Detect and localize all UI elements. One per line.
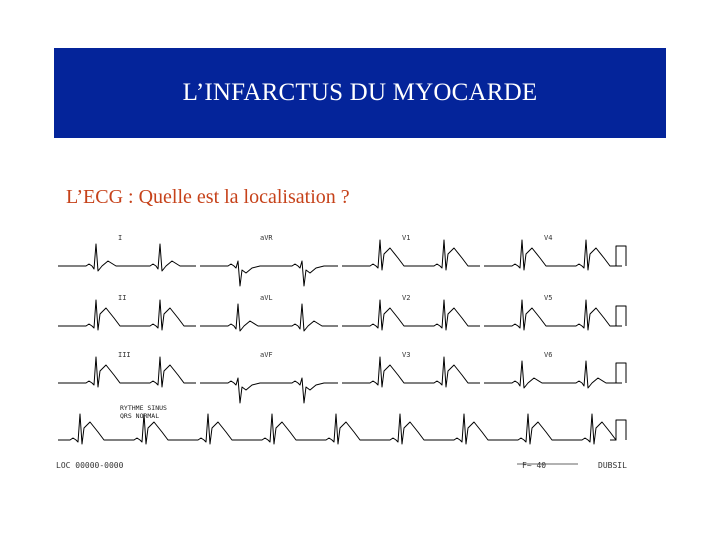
slide-subtitle: L’ECG : Quelle est la localisation ? [66, 186, 350, 208]
rhythm-info-line: RYTHME SINUS [120, 404, 167, 412]
calibration-pulse [612, 306, 626, 326]
calibration-pulse [612, 363, 626, 383]
ecg-trace-avl [200, 304, 338, 331]
ecg-trace-v3 [342, 357, 480, 387]
ecg-footer-right: DUBSIL [598, 461, 627, 470]
lead-label-i: I [118, 234, 123, 242]
lead-label-v3: V3 [402, 351, 411, 359]
ecg-footer-left: LOC 00000-0000 [56, 461, 124, 470]
lead-label-v6: V6 [544, 351, 553, 359]
lead-label-v4: V4 [544, 234, 553, 242]
ecg-labels [118, 234, 552, 359]
lead-label-avr: aVR [260, 234, 273, 242]
ecg-trace-v2 [342, 300, 480, 330]
ecg-rhythm-info [120, 404, 167, 420]
ecg-trace-iii [58, 357, 196, 387]
ecg-trace-i [58, 244, 196, 271]
ecg-trace-v5 [484, 300, 622, 330]
slide-title: L’INFARCTUS DU MYOCARDE [182, 79, 538, 106]
ecg-footer-scale: F~ 40 [522, 461, 547, 470]
lead-label-avl: aVL [260, 294, 273, 302]
ecg-trace-avr [200, 261, 338, 286]
ecg-trace-v4 [484, 240, 622, 270]
lead-label-avf: aVF [260, 351, 273, 359]
lead-label-v5: V5 [544, 294, 553, 302]
lead-label-v1: V1 [402, 234, 411, 242]
lead-label-v2: V2 [402, 294, 411, 302]
ecg-trace-v6 [484, 361, 622, 388]
ecg-trace-ii [58, 300, 196, 330]
calibration-pulse [612, 246, 626, 266]
rhythm-info-line: QRS NORMAL [120, 412, 160, 420]
lead-label-ii: II [118, 294, 127, 302]
ecg-trace-v1 [342, 240, 480, 270]
ecg-trace-avf [200, 378, 338, 403]
lead-label-iii: III [118, 351, 131, 359]
